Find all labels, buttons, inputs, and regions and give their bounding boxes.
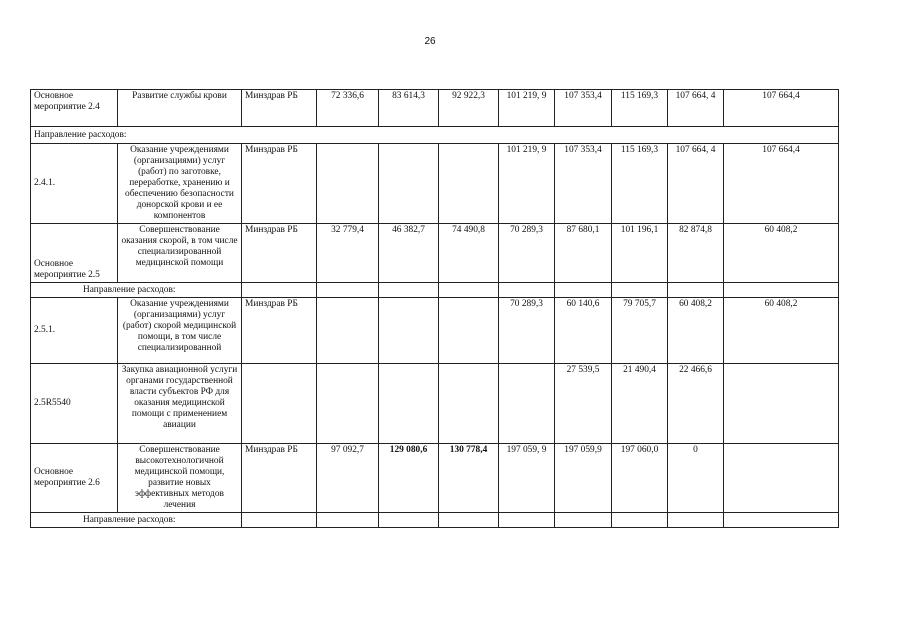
row-value: 101 219, 9	[499, 144, 555, 224]
row-value: 197 059, 9	[499, 444, 555, 513]
table-row	[31, 444, 839, 513]
row-value: 21 490,4	[612, 364, 668, 444]
row-executor: Минздрав РБ	[242, 144, 317, 224]
table-row	[31, 364, 839, 444]
row-value: 101 219, 9	[499, 90, 555, 127]
empty-cell	[555, 513, 612, 528]
page-number: 26	[424, 36, 436, 47]
row-value	[439, 298, 499, 364]
row-code: Основное мероприятие 2.4	[31, 90, 118, 127]
row-value: 32 779,4	[317, 224, 379, 283]
row-value: 92 922,3	[439, 90, 499, 127]
row-value	[439, 144, 499, 224]
row-value	[724, 444, 839, 513]
empty-cell	[724, 513, 839, 528]
empty-cell	[668, 283, 724, 298]
table-row	[31, 224, 839, 283]
direction-row	[31, 513, 839, 528]
row-value: 72 336,6	[317, 90, 379, 127]
row-value: 83 614,3	[379, 90, 439, 127]
row-value	[379, 364, 439, 444]
row-value: 129 080,6	[379, 444, 439, 513]
row-value	[379, 298, 439, 364]
row-code: Основное мероприятие 2.5	[31, 224, 118, 283]
direction-label: Направление расходов:	[31, 513, 242, 528]
row-value: 0	[668, 444, 724, 513]
row-value: 46 382,7	[379, 224, 439, 283]
row-value	[317, 364, 379, 444]
row-value: 197 060,0	[612, 444, 668, 513]
row-value: 97 092,7	[317, 444, 379, 513]
row-value: 70 289,3	[499, 298, 555, 364]
row-value: 60 408,2	[668, 298, 724, 364]
empty-cell	[499, 513, 555, 528]
empty-cell	[317, 513, 379, 528]
empty-cell	[612, 513, 668, 528]
row-value: 197 059,9	[555, 444, 612, 513]
row-code: Основное мероприятие 2.6	[31, 444, 118, 513]
table-row	[31, 90, 839, 127]
row-name: Оказание учреждениями (организациями) услуг (работ) скорой медицинской помощи, в том числе специализированной	[118, 298, 242, 364]
row-value: 70 289,3	[499, 224, 555, 283]
row-value	[439, 364, 499, 444]
row-value: 130 778,4	[439, 444, 499, 513]
row-value	[499, 364, 555, 444]
row-executor: Минздрав РБ	[242, 298, 317, 364]
row-value: 60 140,6	[555, 298, 612, 364]
table-row	[31, 144, 839, 224]
row-value: 115 169,3	[612, 144, 668, 224]
row-name: Развитие службы крови	[118, 90, 242, 127]
empty-cell	[724, 283, 839, 298]
budget-table	[30, 89, 839, 528]
row-name: Закупка авиационной услуги органами государственной власти субъектов РФ для оказания медицинской помощи с применением авиации	[118, 364, 242, 444]
row-value	[379, 144, 439, 224]
row-value	[317, 298, 379, 364]
row-value: 87 680,1	[555, 224, 612, 283]
row-name: Совершенствование высокотехнологичной медицинской помощи, развитие новых эффективных методов лечения	[118, 444, 242, 513]
row-code: 2.5R5540	[31, 364, 118, 444]
empty-cell	[555, 283, 612, 298]
row-value: 107 664, 4	[668, 144, 724, 224]
row-value: 60 408,2	[724, 298, 839, 364]
row-value: 74 490,8	[439, 224, 499, 283]
row-value: 79 705,7	[612, 298, 668, 364]
empty-cell	[499, 283, 555, 298]
row-value	[317, 144, 379, 224]
empty-cell	[242, 283, 317, 298]
row-value: 107 664, 4	[668, 90, 724, 127]
row-value	[724, 364, 839, 444]
row-value: 107 353,4	[555, 90, 612, 127]
row-value: 27 539,5	[555, 364, 612, 444]
row-value: 107 664,4	[724, 90, 839, 127]
row-executor: Минздрав РБ	[242, 90, 317, 127]
row-name: Оказание учреждениями (организациями) услуг (работ) по заготовке, переработке, хранению и обеспечению безопасности донорской крови и ее компонентов	[118, 144, 242, 224]
table-row	[31, 298, 839, 364]
empty-cell	[317, 283, 379, 298]
row-value: 60 408,2	[724, 224, 839, 283]
direction-row	[31, 283, 839, 298]
empty-cell	[439, 283, 499, 298]
empty-cell	[668, 513, 724, 528]
direction-label: Направление расходов:	[31, 283, 242, 298]
row-value: 101 196,1	[612, 224, 668, 283]
empty-cell	[242, 513, 317, 528]
row-value: 115 169,3	[612, 90, 668, 127]
row-value: 107 353,4	[555, 144, 612, 224]
row-code: 2.4.1.	[31, 144, 118, 224]
empty-cell	[439, 513, 499, 528]
row-name: Совершенствование оказания скорой, в том числе специализированной медицинской помощи	[118, 224, 242, 283]
direction-label: Направление расходов:	[31, 127, 839, 144]
row-value: 22 466,6	[668, 364, 724, 444]
direction-row	[31, 127, 839, 144]
empty-cell	[379, 283, 439, 298]
row-code: 2.5.1.	[31, 298, 118, 364]
row-executor: Минздрав РБ	[242, 444, 317, 513]
empty-cell	[379, 513, 439, 528]
row-executor	[242, 364, 317, 444]
row-value: 107 664,4	[724, 144, 839, 224]
empty-cell	[612, 283, 668, 298]
row-value: 82 874,8	[668, 224, 724, 283]
row-executor: Минздрав РБ	[242, 224, 317, 283]
